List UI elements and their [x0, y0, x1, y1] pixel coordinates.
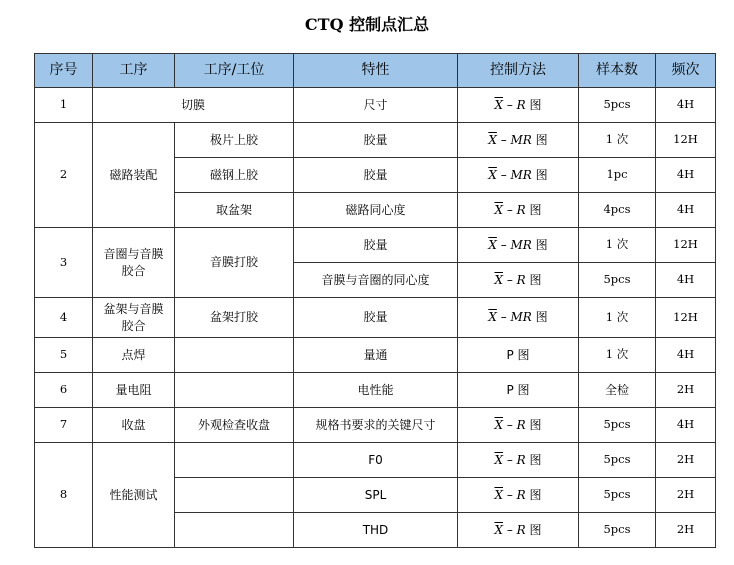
cell-no: 4 — [35, 298, 93, 338]
cell-sample: 1 次 — [579, 338, 656, 373]
col-header-characteristic: 特性 — [294, 54, 458, 88]
cell-frequency: 12H — [656, 228, 716, 263]
cell-station — [175, 443, 294, 478]
cell-sample: 5pcs — [579, 513, 656, 548]
col-header-method: 控制方法 — [458, 54, 579, 88]
cell-characteristic: 胶量 — [294, 123, 458, 158]
cell-station — [175, 513, 294, 548]
cell-method: $\overline{X}$ – R 图 — [458, 193, 579, 228]
cell-station — [175, 478, 294, 513]
cell-sample: 5pcs — [579, 478, 656, 513]
cell-method: $\overline{X}$ – MR 图 — [458, 123, 579, 158]
cell-station — [175, 338, 294, 373]
cell-frequency: 2H — [656, 478, 716, 513]
cell-no: 5 — [35, 338, 93, 373]
col-header-no: 序号 — [35, 54, 93, 88]
cell-station: 磁钢上胶 — [175, 158, 294, 193]
cell-characteristic: F0 — [294, 443, 458, 478]
cell-station: 取盆架 — [175, 193, 294, 228]
table-row — [35, 443, 716, 478]
table-row — [35, 228, 716, 263]
cell-characteristic: 规格书要求的关键尺寸 — [294, 408, 458, 443]
cell-frequency: 4H — [656, 88, 716, 123]
cell-sample: 1 次 — [579, 123, 656, 158]
header-row — [35, 54, 716, 88]
cell-frequency: 4H — [656, 408, 716, 443]
cell-method: $\overline{X}$ – MR 图 — [458, 228, 579, 263]
cell-no: 3 — [35, 228, 93, 298]
cell-station: 盆架打胶 — [175, 298, 294, 338]
ctq-table — [34, 53, 716, 548]
cell-frequency: 2H — [656, 513, 716, 548]
cell-frequency: 2H — [656, 373, 716, 408]
cell-sample: 全检 — [579, 373, 656, 408]
cell-station: 音膜打胶 — [175, 228, 294, 298]
cell-characteristic: 量通 — [294, 338, 458, 373]
table-row — [35, 298, 716, 338]
cell-process: 点焊 — [93, 338, 175, 373]
cell-method: P 图 — [458, 338, 579, 373]
cell-process: 性能测试 — [93, 443, 175, 548]
cell-frequency: 4H — [656, 338, 716, 373]
cell-characteristic: 尺寸 — [294, 88, 458, 123]
col-header-sample: 样本数 — [579, 54, 656, 88]
cell-sample: 5pcs — [579, 88, 656, 123]
cell-no: 2 — [35, 123, 93, 228]
cell-frequency: 4H — [656, 193, 716, 228]
cell-frequency: 4H — [656, 158, 716, 193]
cell-no: 7 — [35, 408, 93, 443]
cell-characteristic: 胶量 — [294, 158, 458, 193]
table-row — [35, 338, 716, 373]
cell-station — [175, 373, 294, 408]
cell-characteristic: SPL — [294, 478, 458, 513]
cell-method: $\overline{X}$ – MR 图 — [458, 158, 579, 193]
cell-method: $\overline{X}$ – R 图 — [458, 88, 579, 123]
cell-station: 外观检查收盘 — [175, 408, 294, 443]
cell-sample: 1 次 — [579, 298, 656, 338]
cell-characteristic: 磁路同心度 — [294, 193, 458, 228]
table-row — [35, 123, 716, 158]
cell-process: 磁路装配 — [93, 123, 175, 228]
cell-characteristic: 胶量 — [294, 298, 458, 338]
cell-characteristic: THD — [294, 513, 458, 548]
cell-characteristic: 电性能 — [294, 373, 458, 408]
cell-characteristic: 音膜与音圈的同心度 — [294, 263, 458, 298]
cell-no: 8 — [35, 443, 93, 548]
cell-process: 量电阻 — [93, 373, 175, 408]
cell-frequency: 2H — [656, 443, 716, 478]
cell-method: $\overline{X}$ – R 图 — [458, 478, 579, 513]
cell-sample: 5pcs — [579, 263, 656, 298]
cell-sample: 5pcs — [579, 443, 656, 478]
cell-characteristic: 胶量 — [294, 228, 458, 263]
cell-process: 盆架与音膜胶合 — [93, 298, 175, 338]
cell-sample: 1 次 — [579, 228, 656, 263]
col-header-process: 工序 — [93, 54, 175, 88]
cell-process: 收盘 — [93, 408, 175, 443]
cell-no: 6 — [35, 373, 93, 408]
cell-method: $\overline{X}$ – MR 图 — [458, 298, 579, 338]
table-row — [35, 408, 716, 443]
page-title: CTQ 控制点汇总 — [304, 15, 430, 34]
cell-frequency: 12H — [656, 298, 716, 338]
cell-sample: 1pc — [579, 158, 656, 193]
cell-frequency: 4H — [656, 263, 716, 298]
table-row — [35, 88, 716, 123]
cell-method: $\overline{X}$ – R 图 — [458, 443, 579, 478]
cell-sample: 4pcs — [579, 193, 656, 228]
cell-method: $\overline{X}$ – R 图 — [458, 513, 579, 548]
cell-sample: 5pcs — [579, 408, 656, 443]
cell-method: $\overline{X}$ – R 图 — [458, 263, 579, 298]
cell-method: $\overline{X}$ – R 图 — [458, 408, 579, 443]
cell-process: 音圈与音膜胶合 — [93, 228, 175, 298]
cell-frequency: 12H — [656, 123, 716, 158]
cell-no: 1 — [35, 88, 93, 123]
col-header-station: 工序/工位 — [175, 54, 294, 88]
table-row — [35, 373, 716, 408]
cell-method: P 图 — [458, 373, 579, 408]
cell-process: 切膜 — [93, 88, 294, 123]
col-header-frequency: 频次 — [656, 54, 716, 88]
cell-station: 极片上胶 — [175, 123, 294, 158]
